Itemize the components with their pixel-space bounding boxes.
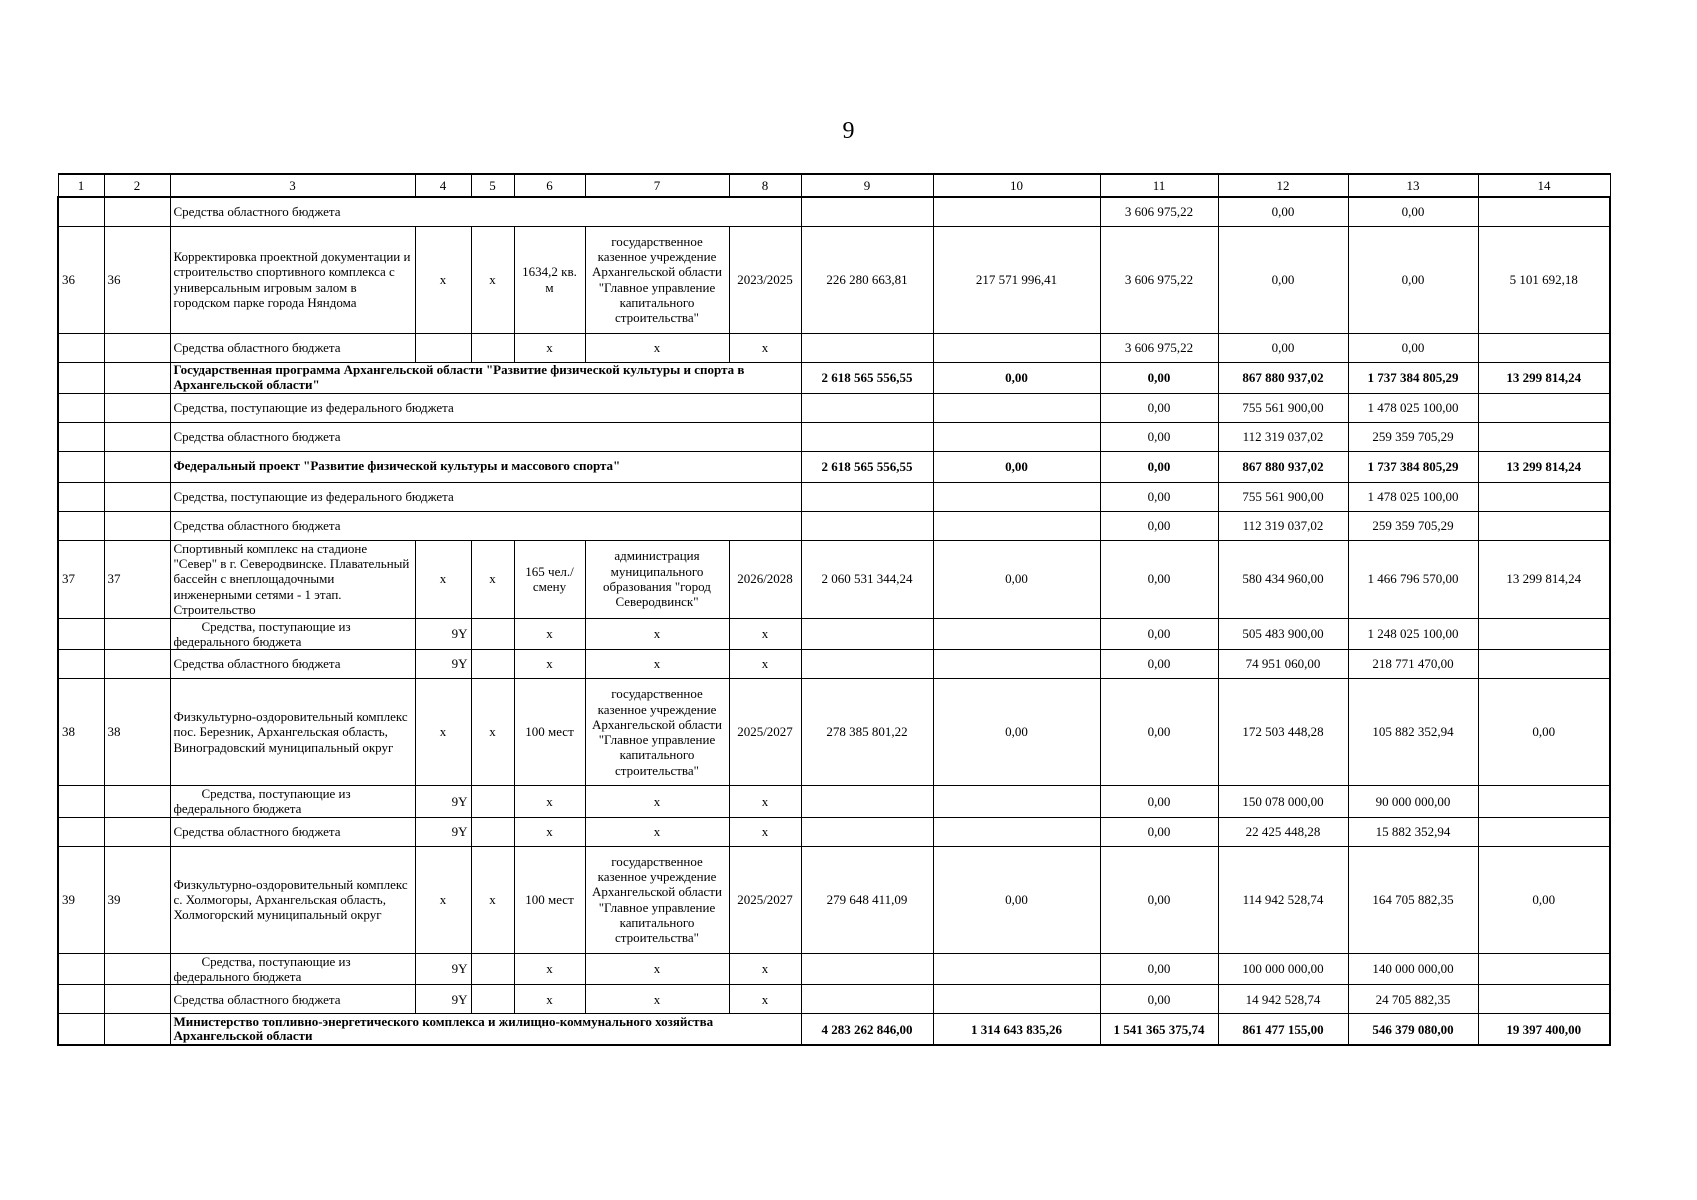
row-number: 37 (104, 540, 170, 618)
amount-cell (801, 393, 933, 422)
amount-cell: 3 606 975,22 (1100, 333, 1218, 362)
amount-cell: 0,00 (1348, 226, 1478, 333)
row-number: 36 (58, 226, 104, 333)
amount-cell: 546 379 080,00 (1348, 1014, 1478, 1045)
funding-source-row (58, 511, 1610, 540)
amount-cell: 0,00 (1100, 679, 1218, 786)
amount-cell (933, 197, 1100, 226)
table-cell: x (514, 650, 585, 679)
amount-cell: 2 618 565 556,55 (801, 451, 933, 482)
amount-cell: 24 705 882,35 (1348, 985, 1478, 1014)
amount-cell: 867 880 937,02 (1218, 362, 1348, 393)
program-title: Министерство топливно-энергетического комплекса и жилищно-коммунального хозяйства Архангельской области (170, 1014, 801, 1045)
amount-cell: 112 319 037,02 (1218, 422, 1348, 451)
table-cell: x (471, 679, 514, 786)
amount-cell (933, 393, 1100, 422)
amount-cell (1478, 786, 1610, 818)
amount-cell: 0,00 (1100, 422, 1218, 451)
table-cell: x (471, 846, 514, 953)
amount-cell: 0,00 (1100, 846, 1218, 953)
amount-cell: 4 283 262 846,00 (801, 1014, 933, 1045)
table-cell: x (415, 846, 471, 953)
amount-cell: 0,00 (1100, 482, 1218, 511)
table-cell (58, 362, 104, 393)
capacity: 100 мест (514, 846, 585, 953)
table-cell (415, 333, 471, 362)
table-cell (58, 618, 104, 650)
amount-cell (933, 511, 1100, 540)
amount-cell: 0,00 (1100, 786, 1218, 818)
amount-cell: 172 503 448,28 (1218, 679, 1348, 786)
amount-cell: 114 942 528,74 (1218, 846, 1348, 953)
amount-cell: 164 705 882,35 (1348, 846, 1478, 953)
table-cell (104, 618, 170, 650)
table-cell: 9Y (415, 618, 471, 650)
table-cell (58, 197, 104, 226)
column-header: 3 (170, 174, 415, 197)
amount-cell: 22 425 448,28 (1218, 817, 1348, 846)
table-cell: x (729, 817, 801, 846)
amount-cell: 2 618 565 556,55 (801, 362, 933, 393)
amount-cell (1478, 333, 1610, 362)
amount-cell: 13 299 814,24 (1478, 451, 1610, 482)
program-total-row (58, 1014, 1610, 1045)
funding-source-label: Средства, поступающие из федерального бюджета (170, 393, 801, 422)
amount-cell (933, 422, 1100, 451)
amount-cell: 867 880 937,02 (1218, 451, 1348, 482)
table-cell: 9Y (415, 786, 471, 818)
table-cell (471, 817, 514, 846)
table-cell: x (514, 618, 585, 650)
table-cell: 9Y (415, 650, 471, 679)
table-cell (471, 953, 514, 985)
funding-source-label: Средства, поступающие из федерального бюджета (170, 786, 415, 818)
table-cell (104, 786, 170, 818)
amount-cell: 0,00 (1218, 197, 1348, 226)
amount-cell (1478, 482, 1610, 511)
table-cell: x (415, 679, 471, 786)
amount-cell: 19 397 400,00 (1478, 1014, 1610, 1045)
amount-cell (1478, 817, 1610, 846)
column-header: 1 (58, 174, 104, 197)
amount-cell: 0,00 (933, 362, 1100, 393)
amount-cell: 0,00 (1100, 985, 1218, 1014)
table-cell (104, 1014, 170, 1045)
funding-source-label: Средства областного бюджета (170, 511, 801, 540)
column-header: 6 (514, 174, 585, 197)
row-number: 36 (104, 226, 170, 333)
amount-cell (801, 650, 933, 679)
table-cell: x (585, 786, 729, 818)
table-cell (471, 618, 514, 650)
amount-cell: 217 571 996,41 (933, 226, 1100, 333)
table-cell (104, 451, 170, 482)
table-cell (104, 362, 170, 393)
funding-source-row (58, 197, 1610, 226)
amount-cell (1478, 422, 1610, 451)
program-total-row (58, 362, 1610, 393)
amount-cell: 15 882 352,94 (1348, 817, 1478, 846)
customer: государственное казенное учреждение Архангельской области "Главное управление капитального строительства" (585, 846, 729, 953)
table-cell: x (729, 953, 801, 985)
amount-cell: 3 606 975,22 (1100, 197, 1218, 226)
table-cell (58, 333, 104, 362)
table-cell: 9Y (415, 985, 471, 1014)
budget-table (57, 173, 1611, 1046)
amount-cell: 14 942 528,74 (1218, 985, 1348, 1014)
amount-cell (1478, 393, 1610, 422)
program-total-row (58, 451, 1610, 482)
funding-source-label: Средства областного бюджета (170, 817, 415, 846)
amount-cell: 0,00 (1100, 618, 1218, 650)
amount-cell (801, 953, 933, 985)
row-number: 37 (58, 540, 104, 618)
amount-cell (801, 482, 933, 511)
amount-cell: 0,00 (1100, 953, 1218, 985)
amount-cell: 1 478 025 100,00 (1348, 482, 1478, 511)
table-cell: x (514, 786, 585, 818)
table-cell (104, 985, 170, 1014)
amount-cell: 259 359 705,29 (1348, 422, 1478, 451)
amount-cell: 226 280 663,81 (801, 226, 933, 333)
amount-cell (1478, 953, 1610, 985)
table-cell: x (471, 226, 514, 333)
amount-cell (933, 985, 1100, 1014)
column-header: 13 (1348, 174, 1478, 197)
amount-cell (801, 197, 933, 226)
capacity: 100 мест (514, 679, 585, 786)
table-cell (58, 953, 104, 985)
funding-source-label: Средства областного бюджета (170, 422, 801, 451)
table-cell (104, 953, 170, 985)
amount-cell (1478, 985, 1610, 1014)
table-cell: x (729, 985, 801, 1014)
funding-source-row (58, 422, 1610, 451)
funding-source-label: Средства областного бюджета (170, 333, 415, 362)
amount-cell: 1 478 025 100,00 (1348, 393, 1478, 422)
amount-cell (801, 817, 933, 846)
table-cell (58, 422, 104, 451)
funding-source-label: Средства, поступающие из федерального бюджета (170, 482, 801, 511)
amount-cell: 13 299 814,24 (1478, 540, 1610, 618)
row-number: 39 (58, 846, 104, 953)
table-cell (104, 482, 170, 511)
amount-cell: 0,00 (1100, 817, 1218, 846)
table-cell (471, 786, 514, 818)
funding-source-row (58, 333, 1610, 362)
funding-source-row (58, 650, 1610, 679)
capacity: 165 чел./смену (514, 540, 585, 618)
amount-cell: 505 483 900,00 (1218, 618, 1348, 650)
table-cell (58, 1014, 104, 1045)
row-number: 38 (104, 679, 170, 786)
amount-cell (933, 786, 1100, 818)
amount-cell: 0,00 (1348, 197, 1478, 226)
amount-cell: 1 466 796 570,00 (1348, 540, 1478, 618)
amount-cell (933, 817, 1100, 846)
table-cell (58, 985, 104, 1014)
amount-cell (801, 511, 933, 540)
table-cell (104, 817, 170, 846)
table-cell: x (585, 618, 729, 650)
program-title: Федеральный проект "Развитие физической культуры и массового спорта" (170, 451, 801, 482)
object-row (58, 540, 1610, 618)
amount-cell: 580 434 960,00 (1218, 540, 1348, 618)
row-number: 38 (58, 679, 104, 786)
amount-cell: 0,00 (1100, 362, 1218, 393)
funding-source-row (58, 817, 1610, 846)
amount-cell: 5 101 692,18 (1478, 226, 1610, 333)
amount-cell: 0,00 (933, 540, 1100, 618)
amount-cell: 0,00 (933, 846, 1100, 953)
amount-cell: 278 385 801,22 (801, 679, 933, 786)
amount-cell: 0,00 (1478, 679, 1610, 786)
amount-cell (1478, 197, 1610, 226)
period: 2025/2027 (729, 846, 801, 953)
amount-cell (933, 482, 1100, 511)
amount-cell: 90 000 000,00 (1348, 786, 1478, 818)
amount-cell: 0,00 (1100, 511, 1218, 540)
period: 2023/2025 (729, 226, 801, 333)
capacity: 1634,2 кв. м (514, 226, 585, 333)
table-cell (58, 451, 104, 482)
table-cell: x (585, 985, 729, 1014)
object-row (58, 846, 1610, 953)
amount-cell (933, 333, 1100, 362)
column-header: 11 (1100, 174, 1218, 197)
amount-cell (933, 618, 1100, 650)
amount-cell: 0,00 (1348, 333, 1478, 362)
amount-cell: 218 771 470,00 (1348, 650, 1478, 679)
table-cell (104, 650, 170, 679)
object-name: Физкультурно-оздоровительный комплекс с. Холмогоры, Архангельская область, Холмогорский муниципальный округ (170, 846, 415, 953)
table-cell: x (729, 650, 801, 679)
amount-cell: 1 541 365 375,74 (1100, 1014, 1218, 1045)
table-cell: x (729, 786, 801, 818)
funding-source-label: Средства областного бюджета (170, 197, 801, 226)
table-cell: x (415, 540, 471, 618)
amount-cell: 1 737 384 805,29 (1348, 362, 1478, 393)
column-header: 12 (1218, 174, 1348, 197)
amount-cell: 0,00 (1100, 393, 1218, 422)
column-header: 10 (933, 174, 1100, 197)
amount-cell: 140 000 000,00 (1348, 953, 1478, 985)
amount-cell (801, 422, 933, 451)
object-name: Физкультурно-оздоровительный комплекс пос. Березник, Архангельская область, Виноградовский муниципальный округ (170, 679, 415, 786)
amount-cell (801, 985, 933, 1014)
amount-cell: 2 060 531 344,24 (801, 540, 933, 618)
amount-cell (801, 333, 933, 362)
amount-cell: 0,00 (1218, 226, 1348, 333)
table-cell: x (585, 333, 729, 362)
amount-cell: 112 319 037,02 (1218, 511, 1348, 540)
table-cell (58, 482, 104, 511)
row-number: 39 (104, 846, 170, 953)
table-cell: x (585, 953, 729, 985)
amount-cell: 1 737 384 805,29 (1348, 451, 1478, 482)
amount-cell (1478, 511, 1610, 540)
table-cell: x (729, 618, 801, 650)
table-cell (471, 650, 514, 679)
table-cell: x (729, 333, 801, 362)
funding-source-row (58, 953, 1610, 985)
amount-cell: 0,00 (933, 451, 1100, 482)
table-cell (104, 393, 170, 422)
amount-cell: 74 951 060,00 (1218, 650, 1348, 679)
amount-cell: 105 882 352,94 (1348, 679, 1478, 786)
program-title: Государственная программа Архангельской области "Развитие физической культуры и спорта в Архангельской области" (170, 362, 801, 393)
table-cell (58, 393, 104, 422)
table-cell: x (514, 985, 585, 1014)
table-cell (58, 650, 104, 679)
column-header: 2 (104, 174, 170, 197)
amount-cell: 3 606 975,22 (1100, 226, 1218, 333)
customer: государственное казенное учреждение Архангельской области "Главное управление капитального строительства" (585, 679, 729, 786)
amount-cell (801, 786, 933, 818)
period: 2025/2027 (729, 679, 801, 786)
column-header: 4 (415, 174, 471, 197)
column-header: 9 (801, 174, 933, 197)
table-cell (58, 817, 104, 846)
customer: государственное казенное учреждение Архангельской области "Главное управление капитального строительства" (585, 226, 729, 333)
funding-source-label: Средства, поступающие из федерального бюджета (170, 953, 415, 985)
column-header: 14 (1478, 174, 1610, 197)
table-cell (104, 511, 170, 540)
amount-cell (933, 953, 1100, 985)
funding-source-row (58, 985, 1610, 1014)
column-header: 5 (471, 174, 514, 197)
funding-source-row (58, 393, 1610, 422)
object-row (58, 679, 1610, 786)
amount-cell: 0,00 (1100, 650, 1218, 679)
table-cell: x (514, 333, 585, 362)
column-header: 8 (729, 174, 801, 197)
amount-cell: 755 561 900,00 (1218, 393, 1348, 422)
table-cell (471, 985, 514, 1014)
amount-cell: 1 314 643 835,26 (933, 1014, 1100, 1045)
funding-source-row (58, 482, 1610, 511)
funding-source-label: Средства областного бюджета (170, 650, 415, 679)
table-cell: x (585, 817, 729, 846)
amount-cell: 0,00 (1100, 451, 1218, 482)
amount-cell: 0,00 (1478, 846, 1610, 953)
table-cell (104, 422, 170, 451)
object-name: Спортивный комплекс на стадионе "Север" в г. Северодвинске. Плавательный бассейн с внеплощадочными инженерными сетями - 1 этап. Строительство (170, 540, 415, 618)
amount-cell: 755 561 900,00 (1218, 482, 1348, 511)
amount-cell: 1 248 025 100,00 (1348, 618, 1478, 650)
header-row (58, 174, 1610, 197)
table-cell: x (471, 540, 514, 618)
amount-cell: 13 299 814,24 (1478, 362, 1610, 393)
amount-cell (1478, 618, 1610, 650)
amount-cell: 0,00 (1100, 540, 1218, 618)
table-cell: 9Y (415, 953, 471, 985)
amount-cell: 100 000 000,00 (1218, 953, 1348, 985)
customer: администрация муниципального образования "город Северодвинск" (585, 540, 729, 618)
table-cell (58, 786, 104, 818)
amount-cell: 259 359 705,29 (1348, 511, 1478, 540)
table-cell (471, 333, 514, 362)
amount-cell: 150 078 000,00 (1218, 786, 1348, 818)
funding-source-row (58, 618, 1610, 650)
amount-cell (801, 618, 933, 650)
table-cell: x (514, 953, 585, 985)
amount-cell: 0,00 (933, 679, 1100, 786)
funding-source-label: Средства, поступающие из федерального бюджета (170, 618, 415, 650)
table-cell (104, 197, 170, 226)
object-name: Корректировка проектной документации и строительство спортивного комплекса с универсальным игровым залом в городском парке города Няндома (170, 226, 415, 333)
funding-source-label: Средства областного бюджета (170, 985, 415, 1014)
table-cell: x (415, 226, 471, 333)
table-cell: x (585, 650, 729, 679)
page-number: 9 (842, 118, 855, 144)
period: 2026/2028 (729, 540, 801, 618)
amount-cell: 861 477 155,00 (1218, 1014, 1348, 1045)
table-cell (58, 511, 104, 540)
amount-cell (933, 650, 1100, 679)
amount-cell: 0,00 (1218, 333, 1348, 362)
table-cell: 9Y (415, 817, 471, 846)
amount-cell: 279 648 411,09 (801, 846, 933, 953)
column-header: 7 (585, 174, 729, 197)
amount-cell (1478, 650, 1610, 679)
funding-source-row (58, 786, 1610, 818)
table-cell (104, 333, 170, 362)
table-cell: x (514, 817, 585, 846)
object-row (58, 226, 1610, 333)
